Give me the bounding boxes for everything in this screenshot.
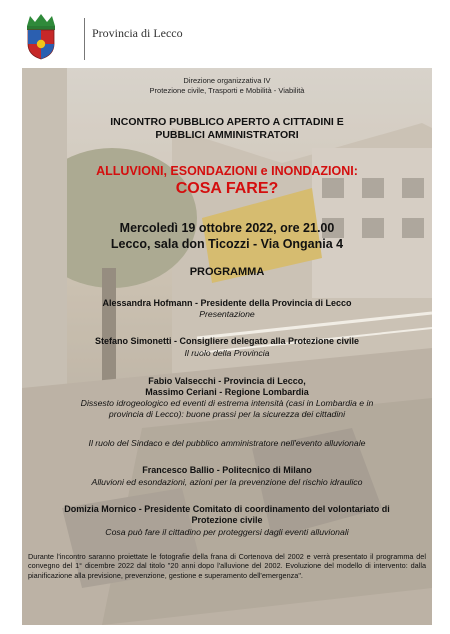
speaker-6-name-1: Domizia Mornico - Presidente Comitato di coordinamento del volontariato di <box>64 504 390 514</box>
direction-line-1: Direzione organizzativa IV <box>183 76 271 85</box>
event-poster <box>22 68 432 625</box>
speaker-1-topic: Presentazione <box>199 309 255 319</box>
speaker-6-topic: Cosa può fare il cittadino per proteggersi dagli eventi alluvionali <box>105 527 349 537</box>
org-name: Provincia di Lecco <box>92 26 183 40</box>
mayor-role-topic: Il ruolo del Sindaco e del pubblico amministratore nell'evento alluvionale <box>88 438 366 448</box>
programma-heading: PROGRAMMA <box>189 266 265 278</box>
speaker-3-name-2: Massimo Ceriani - Regione Lombardia <box>145 387 309 397</box>
speaker-3-topic-1: Dissesto idrogeologico ed eventi di estrema intensità (casi in Lombardia e in <box>80 398 374 408</box>
header-divider <box>84 18 85 60</box>
speaker-5-name: Francesco Ballio - Politecnico di Milano <box>142 465 312 475</box>
speaker-1-name: Alessandra Hofmann - Presidente della Provincia di Lecco <box>102 298 352 308</box>
speaker-2-topic: Il ruolo della Provincia <box>184 348 270 358</box>
footer-note: Durante l'incontro saranno proiettate le fotografie della frana di Cortenova del 2002 e verrà presentato il programma del convegno del 1° dicembre 2022 dal titolo "20 anni dopo l'alluvione del 2002. Evoluzione del modello di intervento: dalla pianificazione alla previsione, prevenzione, gestione e superamento dell'emergenza". <box>28 552 426 580</box>
event-date: Mercoledì 19 ottobre 2022, ore 21.00 <box>119 221 335 235</box>
speaker-5-topic: Alluvioni ed esondazioni, azioni per la prevenzione del rischio idraulico <box>91 477 363 487</box>
speaker-3-topic-2: provincia di Lecco): buone prassi per la sicurezza dei cittadini <box>108 409 346 419</box>
event-place: Lecco, sala don Ticozzi - Via Ongania 4 <box>110 237 344 251</box>
direction-line-2: Protezione civile, Trasporti e Mobilità - Viabilità <box>149 86 305 95</box>
header <box>22 8 432 68</box>
speaker-2-name: Stefano Simonetti - Consigliere delegato alla Protezione civile <box>94 336 360 346</box>
speaker-3-name-1: Fabio Valsecchi - Provincia di Lecco, <box>148 376 306 386</box>
incontro-line-2: PUBBLICI AMMINISTRATORI <box>155 129 299 141</box>
event-title-line-2: COSA FARE? <box>175 180 279 197</box>
event-title-line-1: ALLUVIONI, ESONDAZIONI e INONDAZIONI: <box>96 164 358 178</box>
speaker-6-name-2: Protezione civile <box>191 515 263 525</box>
incontro-line-1: INCONTRO PUBBLICO APERTO A CITTADINI E <box>110 116 344 128</box>
province-crest-icon <box>24 12 58 60</box>
poster-content <box>22 68 432 625</box>
